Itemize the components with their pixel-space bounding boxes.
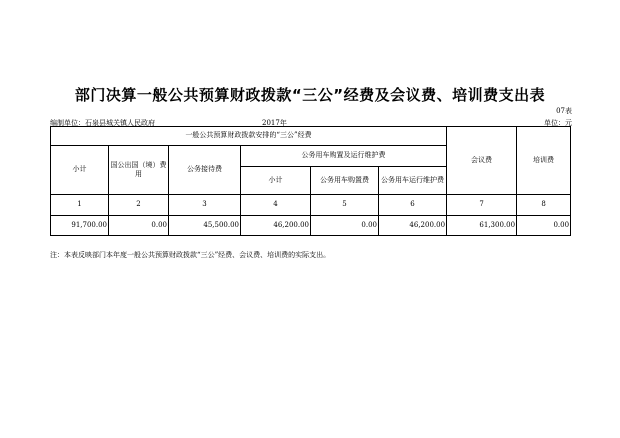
col-number: 1 — [51, 195, 109, 216]
header-vehicle-purchase: 公务用车购置费 — [311, 167, 379, 195]
table-title: 部门决算一般公共预算财政拨款“三公”经费及会议费、培训费支出表 — [74, 86, 546, 104]
currency-unit: 单位：元 — [544, 119, 572, 127]
col-number: 6 — [379, 195, 447, 216]
footnote: 注：本表反映部门本年度一般公共预算财政拨款“三公”经费、会议费、培训费的实际支出。 — [50, 251, 331, 259]
preparing-unit: 编制单位：石泉县城关镇人民政府 — [50, 119, 155, 127]
col-number: 7 — [447, 195, 517, 216]
col-number: 5 — [311, 195, 379, 216]
value-subtotal: 91,700.00 — [51, 216, 109, 236]
value-vehicle-operation: 46,200.00 — [379, 216, 447, 236]
form-number: 07表 — [556, 107, 572, 115]
value-vehicle-subtotal: 46,200.00 — [241, 216, 311, 236]
header-reception-fee: 公务接待费 — [169, 146, 241, 195]
header-vehicle-group: 公务用车购置及运行维护费 — [241, 146, 447, 167]
value-vehicle-purchase: 0.00 — [311, 216, 379, 236]
value-meeting: 61,300.00 — [447, 216, 517, 236]
header-abroad-fee: 国公出国（境）费用 — [109, 146, 169, 195]
col-number: 3 — [169, 195, 241, 216]
header-meeting-fee: 会议费 — [447, 127, 517, 195]
header-vehicle-operation: 公务用车运行维护费 — [379, 167, 447, 195]
value-abroad: 0.00 — [109, 216, 169, 236]
header-subtotal: 小计 — [51, 146, 109, 195]
report-year: 2017年 — [262, 119, 287, 127]
header-three-public-group: 一般公共预算财政拨款安排的“三公”经费 — [51, 127, 447, 146]
header-vehicle-subtotal: 小计 — [241, 167, 311, 195]
value-training: 0.00 — [517, 216, 571, 236]
value-reception: 45,500.00 — [169, 216, 241, 236]
header-training-fee: 培训费 — [517, 127, 571, 195]
col-number: 2 — [109, 195, 169, 216]
col-number: 8 — [517, 195, 571, 216]
col-number: 4 — [241, 195, 311, 216]
expenditure-table — [50, 126, 571, 236]
